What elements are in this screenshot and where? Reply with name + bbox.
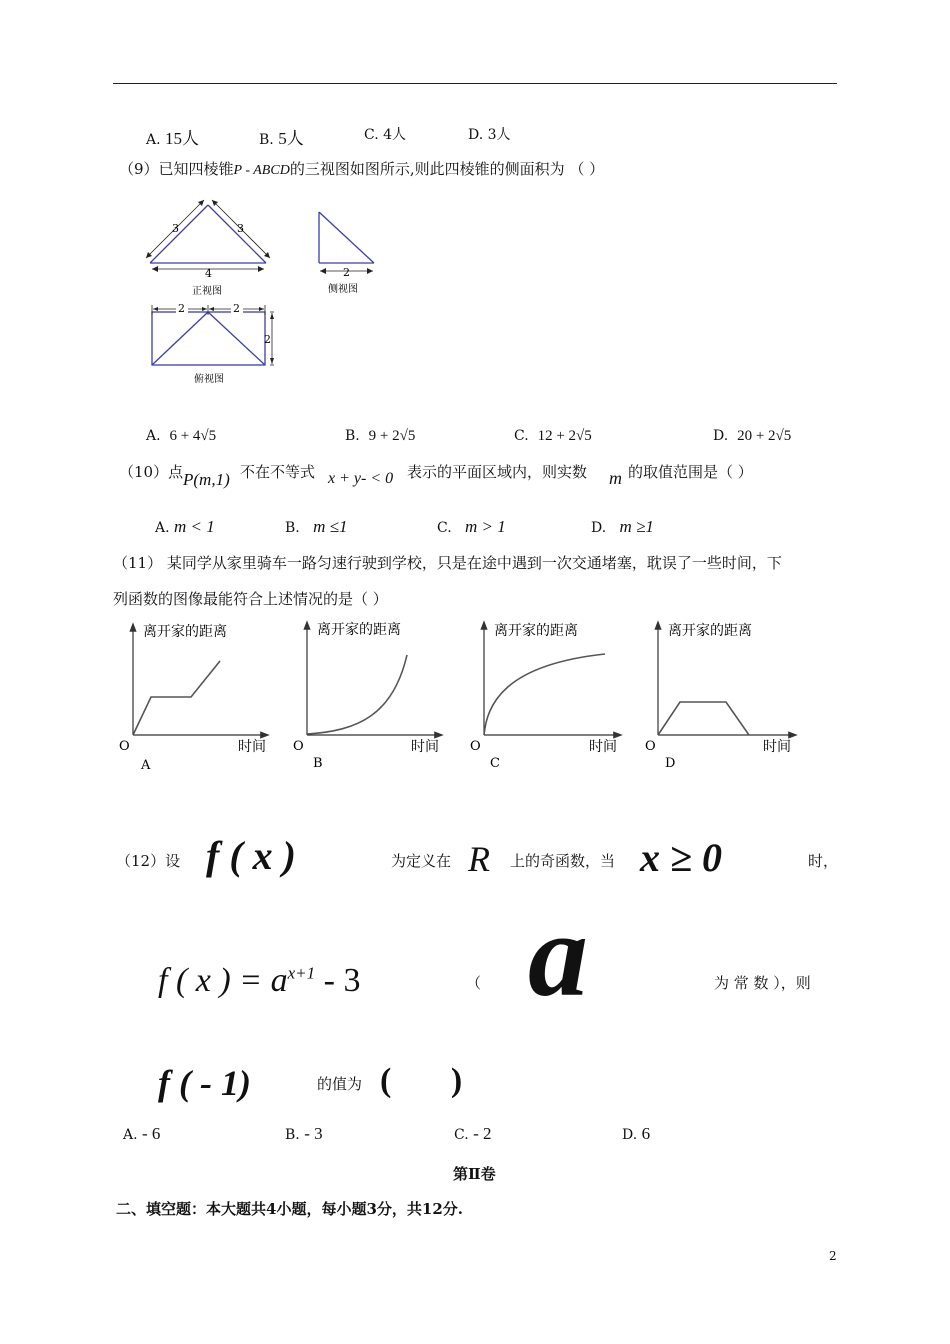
q12-stem-c: 上的奇函数，当 — [510, 852, 616, 870]
graph-a-curve — [133, 661, 220, 735]
svg-text:时间: 时间 — [763, 739, 791, 755]
graph-b — [293, 622, 439, 771]
svg-text:C: C — [490, 756, 500, 771]
svg-text:B: B — [313, 756, 323, 771]
q8-option-c: C. 4人 — [364, 127, 407, 143]
q8-option-a: A. 15人 — [146, 129, 200, 148]
q12-stem-d: 时， — [808, 852, 839, 870]
graph-d — [645, 623, 793, 771]
q10-option-b: B. m ≤1 — [285, 517, 348, 536]
header-rule — [113, 83, 837, 84]
q12-option-c: C. - 2 — [454, 1124, 492, 1143]
section2-heading: 二、填空题：本大题共4小题，每小题3分，共12分. — [116, 1200, 463, 1218]
q12-option-a: A. - 6 — [123, 1124, 161, 1143]
front-view — [146, 200, 270, 297]
q10-inequality: x + y- < 0 — [328, 470, 394, 487]
q10-stem-a: （10）点 — [119, 463, 184, 481]
q12-a-constant: a — [528, 888, 588, 1021]
q12-value-text: 的值为 — [317, 1075, 363, 1093]
top-right-width-label: 2 — [233, 302, 240, 315]
q12-answer-blank: ( ) — [380, 1062, 463, 1099]
svg-text:离开家的距离: 离开家的距离 — [143, 623, 227, 639]
svg-text:O: O — [470, 739, 481, 754]
svg-text:离开家的距离: 离开家的距离 — [317, 622, 401, 638]
q12-stem-a: （12）设 — [116, 852, 181, 870]
q8-option-d: D. 3人 — [468, 127, 511, 143]
side-base-label: 2 — [343, 266, 350, 279]
front-left-edge-label: 3 — [172, 222, 179, 235]
q11-stem-line2: 列函数的图像最能符合上述情况的是（ ） — [113, 590, 388, 608]
q10-var-m: m — [609, 468, 622, 488]
graph-d-curve — [658, 702, 749, 735]
top-view — [152, 302, 274, 385]
q9-option-a: A. 6 + 4√5 — [146, 428, 217, 444]
svg-text:A: A — [141, 758, 151, 773]
three-view-diagram — [140, 195, 390, 395]
q12-paren-open: （ — [466, 974, 482, 992]
side-view-caption: 侧视图 — [328, 284, 358, 295]
q10-point: P(m,1) — [183, 470, 230, 489]
q11-graphs — [113, 615, 833, 775]
graph-c — [470, 623, 618, 771]
q12-condition: x ≥ 0 — [640, 835, 722, 880]
q12-stem-b: 为定义在 — [391, 852, 452, 870]
q10-stem-d: 的取值范围是（ ） — [628, 463, 753, 481]
top-left-width-label: 2 — [178, 302, 185, 315]
page-number: 2 — [829, 1249, 837, 1263]
q10-stem-c: 表示的平面区域内，则实数 — [407, 463, 588, 481]
graph-a — [119, 623, 266, 773]
top-view-caption: 俯视图 — [194, 374, 224, 385]
q10-option-a: A. m < 1 — [155, 517, 215, 536]
svg-text:离开家的距离: 离开家的距离 — [494, 623, 578, 639]
q12-formula: f ( x ) = $a^{x+1} - 3$ — [158, 962, 361, 999]
q10-stem-b: 不在不等式 — [240, 463, 316, 481]
q9-option-d: D. 20 + 2√5 — [713, 428, 792, 444]
svg-text:D: D — [665, 756, 676, 771]
svg-text:时间: 时间 — [238, 738, 266, 754]
q9-option-b: B. 9 + 2√5 — [345, 428, 416, 444]
q12-const-text: 为 常 数 ），则 — [714, 974, 811, 992]
front-view-caption: 正视图 — [192, 286, 222, 297]
q10-option-d: D. m ≥1 — [591, 517, 654, 536]
side-view — [319, 212, 374, 295]
q8-option-b: B. 5人 — [259, 129, 304, 148]
q12-option-b: B. - 3 — [285, 1124, 323, 1143]
q11-stem-line1: （11） 某同学从家里骑车一路匀速行驶到学校，只是在途中遇到一次交通堵塞，耽误了一些时间，下 — [113, 554, 782, 572]
svg-text:O: O — [119, 739, 130, 754]
svg-text:O: O — [645, 739, 656, 754]
svg-text:时间: 时间 — [411, 739, 439, 755]
q12-f-neg1: f ( - 1) — [158, 1063, 251, 1103]
svg-text:O: O — [293, 739, 304, 754]
q12-R: R — [468, 839, 490, 879]
part2-title: 第Ⅱ卷 — [453, 1165, 496, 1183]
q10-option-c: C. m > 1 — [437, 517, 506, 536]
graph-b-curve — [307, 655, 407, 734]
front-base-label: 4 — [205, 267, 212, 280]
svg-text:离开家的距离: 离开家的距离 — [668, 623, 752, 639]
q12-fx: f ( x ) — [206, 833, 296, 878]
graph-c-curve — [484, 654, 605, 735]
q9-option-c: C. 12 + 2√5 — [514, 428, 592, 444]
q9-stem: （9）已知四棱锥P - ABCD的三视图如图所示,则此四棱锥的侧面积为 （ ） — [119, 160, 605, 178]
top-height-label: 2 — [264, 333, 271, 346]
front-right-edge-label: 3 — [237, 222, 244, 235]
svg-text:时间: 时间 — [589, 739, 617, 755]
q12-option-d: D. 6 — [622, 1124, 651, 1143]
